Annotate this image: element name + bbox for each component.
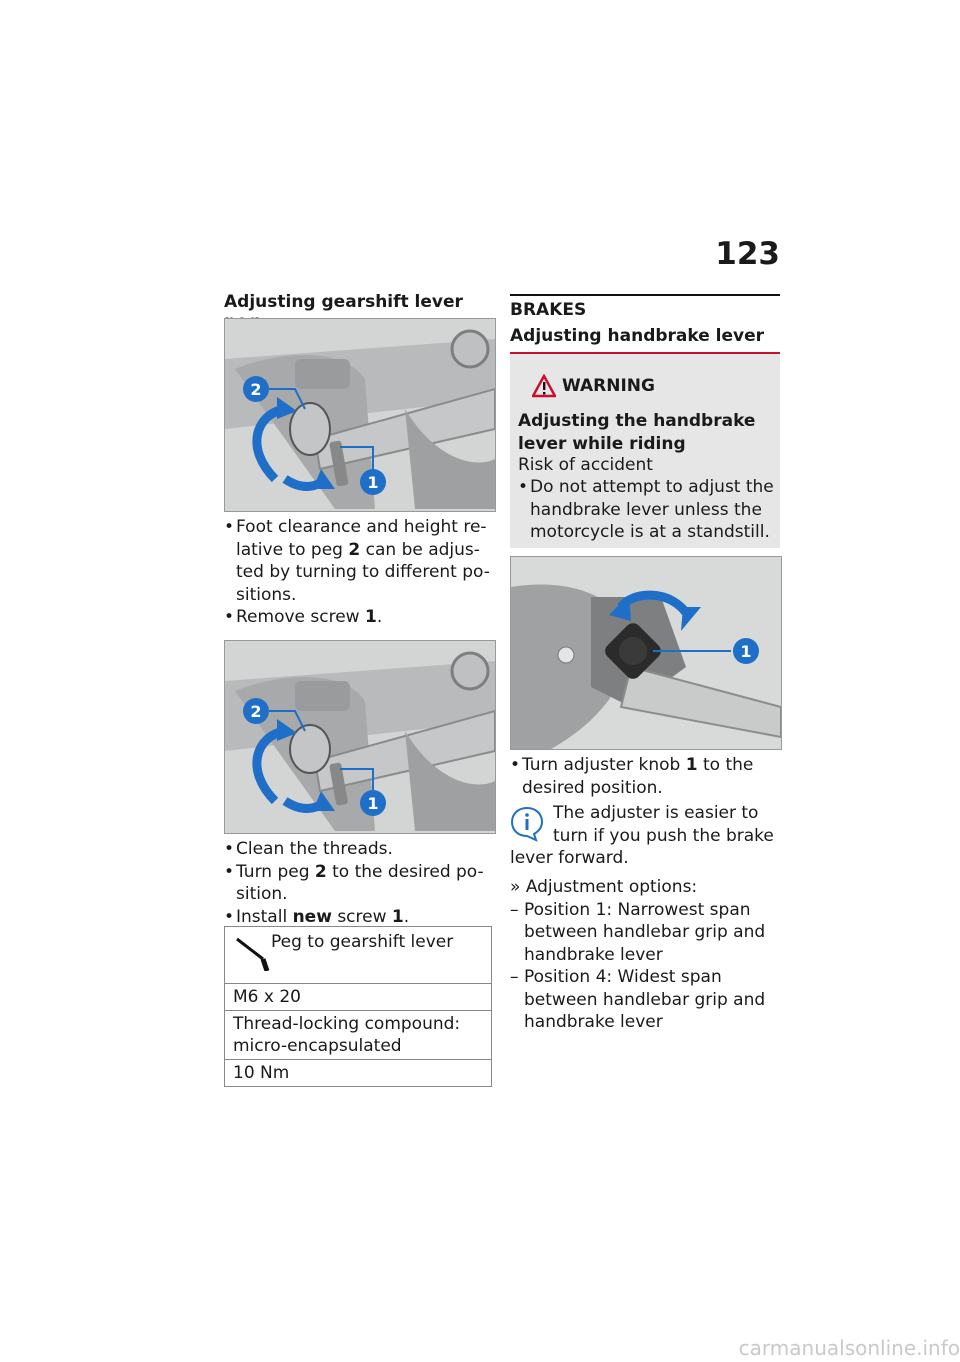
list-item: • Remove screw 1.	[224, 607, 383, 627]
step-turn-knob	[510, 754, 780, 799]
note-text-bottom: lever forward.	[510, 848, 629, 868]
footer-watermark: carmanualsonline.info	[738, 1336, 960, 1360]
spec-compound: Thread-locking compound: micro-encapsulated	[225, 1011, 492, 1060]
list-item: • Foot clearance and height re- lative to peg 2 can be adjus- ted by turning to different po- sitions.	[224, 517, 490, 605]
adjustment-options	[510, 876, 780, 1034]
callout-2-label: 2	[250, 380, 262, 399]
list-item: • Install new screw 1.	[224, 906, 410, 927]
warning-label: WARNING	[562, 376, 655, 396]
list-item: • Turn peg 2 to the desired po- sition.	[224, 861, 484, 904]
section-heading-gearshift: Adjusting gearshift lever	[224, 292, 463, 312]
list-item: • Clean the threads.	[224, 839, 393, 859]
figure-gearshift-peg-2	[224, 640, 496, 834]
warning-risk: Risk of accident	[518, 455, 653, 475]
callout-1-label: 1	[367, 794, 379, 813]
callout-1-label: 1	[740, 642, 752, 661]
section-rule	[510, 294, 780, 296]
page-number: 123	[715, 236, 780, 272]
torque-wrench-icon	[233, 931, 271, 971]
note-text-top: The adjuster is easier to turn if you push the brake	[553, 803, 774, 846]
warning-box	[510, 354, 780, 548]
figure-gearshift-peg-1	[224, 318, 496, 512]
warning-title: Adjusting the handbrake lever while riding	[518, 411, 756, 454]
spec-size: M6 x 20	[225, 984, 492, 1011]
torque-spec-table	[224, 926, 494, 1087]
warning-triangle-icon	[532, 374, 556, 398]
options-intro: » Adjustment options:	[510, 877, 698, 897]
warning-bullet: • Do not attempt to adjust the handbrake lever unless the motorcycle is at a standstill.	[518, 477, 774, 542]
steps-list-1	[224, 516, 494, 629]
callout-1-label: 1	[367, 473, 379, 492]
section-heading-handbrake: Adjusting handbrake lever	[510, 326, 765, 346]
list-item: • Turn adjuster knob 1 to the desired position.	[510, 755, 754, 798]
steps-list-2	[224, 838, 494, 928]
section-title: BRAKES	[510, 300, 587, 320]
spec-torque: 10 Nm	[225, 1060, 492, 1087]
list-item: – Position 4: Widest span between handlebar grip and handbrake lever	[510, 967, 766, 1032]
info-icon	[510, 806, 544, 842]
figure-handbrake-adjuster	[510, 556, 782, 750]
spec-title: Peg to gearshift lever	[271, 932, 454, 952]
list-item: – Position 1: Narrowest span between handlebar grip and handbrake lever	[510, 899, 766, 965]
callout-2-label: 2	[250, 702, 262, 721]
